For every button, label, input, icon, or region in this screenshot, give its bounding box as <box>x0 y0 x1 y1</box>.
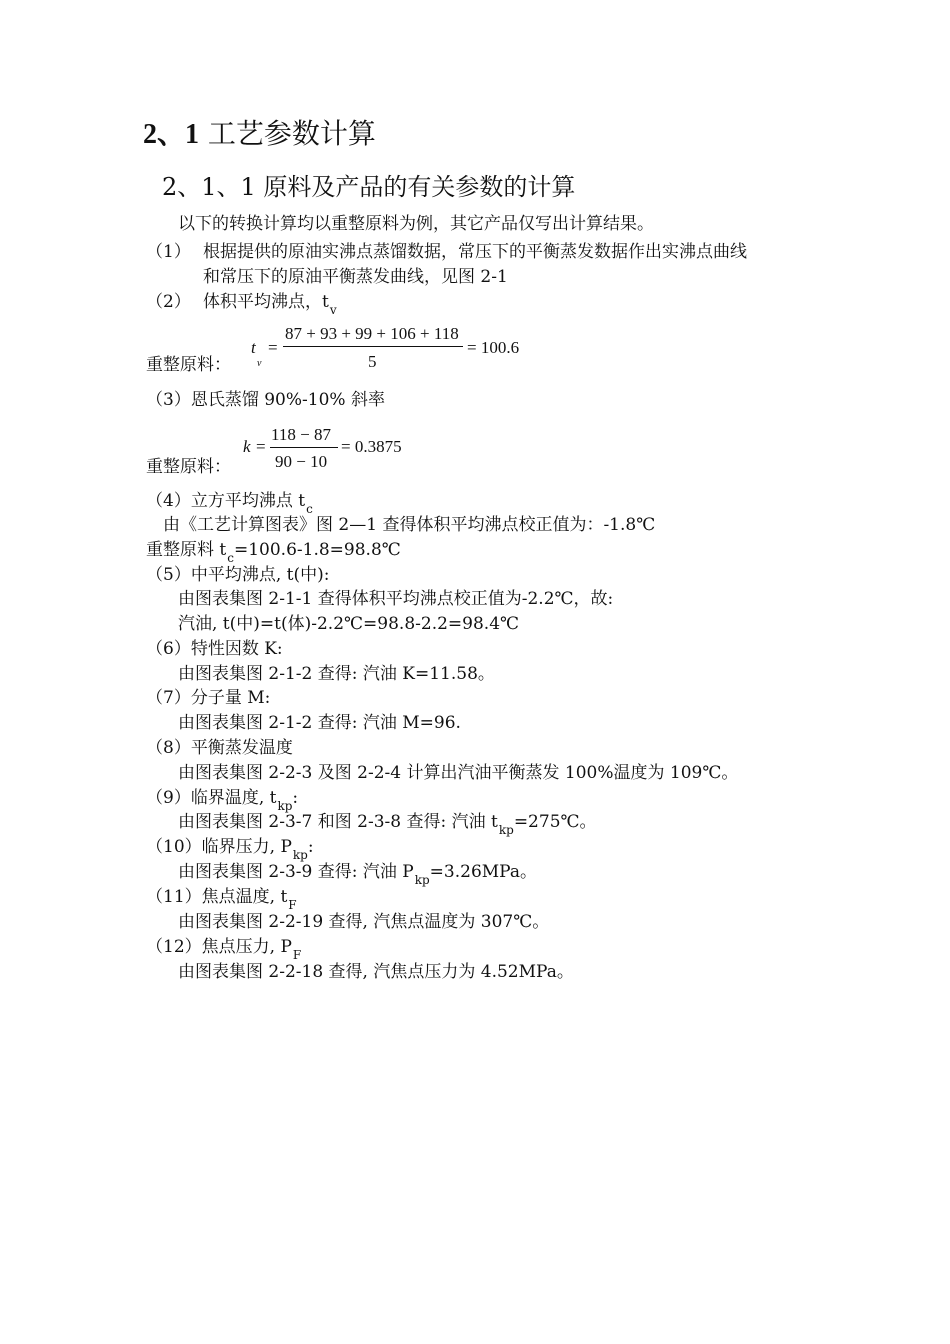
item-9-text: （9）临界温度, t <box>146 788 277 808</box>
item-5-heading: （5）中平均沸点, t(中): <box>146 565 330 585</box>
equation-3-fraction-bar <box>270 447 338 448</box>
equation-3-numerator: 118 − 87 <box>271 425 331 444</box>
item-4-line-2-text: 重整原料 t <box>146 540 227 560</box>
item-9-line-1-subscript: kp <box>498 823 514 837</box>
item-7-heading: （7）分子量 M: <box>146 688 271 708</box>
item-6-line-1: 由图表集图 2-1-2 查得: 汽油 K=11.58。 <box>178 664 495 684</box>
item-3-heading: （3）恩氏蒸馏 90%-10% 斜率 <box>146 390 385 410</box>
heading-1-number: 2、1 <box>143 119 200 150</box>
item-1-number: （1） <box>146 242 191 262</box>
item-12-heading <box>146 935 301 960</box>
item-11-heading <box>146 885 297 910</box>
item-12-text: （12）焦点压力, P <box>146 937 292 957</box>
equation-2-numerator: 87 + 93 + 99 + 106 + 118 <box>285 324 459 343</box>
equation-3-lhs: k <box>243 437 251 456</box>
heading-2: 2、1、1 原料及产品的有关参数的计算 <box>162 173 576 201</box>
item-4-line-1: 由《工艺计算图表》图 2—1 查得体积平均沸点校正值为：-1.8℃ <box>163 515 656 535</box>
item-11-text: （11）焦点温度, t <box>146 887 288 907</box>
item-10-line-1-subscript: kp <box>414 873 430 887</box>
equation-3-equals: = <box>256 437 266 456</box>
item-10-text: （10）临界压力, P <box>146 837 292 857</box>
item-1-line-1: 根据提供的原油实沸点蒸馏数据，常压下的平衡蒸发数据作出实沸点曲线 <box>203 242 747 262</box>
item-2-heading <box>203 290 337 315</box>
item-9-line-1-value: =275℃。 <box>513 812 597 832</box>
item-11-subscript: F <box>288 898 297 912</box>
equation-3-denominator: 90 − 10 <box>275 452 328 471</box>
heading-1-text: 工艺参数计算 <box>207 117 376 150</box>
heading-1 <box>143 112 376 152</box>
item-3-label: 重整原料： <box>146 457 231 477</box>
item-2-number: （2） <box>146 292 191 312</box>
item-9-line-1 <box>178 810 597 835</box>
item-5-line-1: 由图表集图 2-1-1 查得体积平均沸点校正值为-2.2℃，故: <box>178 589 614 609</box>
item-9-subscript: kp <box>277 799 293 813</box>
item-4-text: （4）立方平均沸点 t <box>146 491 306 511</box>
item-2-subscript: v <box>329 303 337 317</box>
equation-2-result: = 100.6 <box>467 338 520 357</box>
item-4-line-2-value: =100.6-1.8=98.8℃ <box>233 540 401 560</box>
item-10-heading <box>146 835 314 860</box>
item-9-heading <box>146 786 298 811</box>
item-10-line-1-text: 由图表集图 2-3-9 查得: 汽油 P <box>178 862 414 882</box>
item-2-text: 体积平均沸点，t <box>203 292 329 312</box>
item-10-tail: : <box>307 837 314 857</box>
item-4-heading <box>146 489 313 514</box>
item-4-line-2-subscript: c <box>227 551 234 565</box>
item-10-line-1-value: =3.26MPa。 <box>429 862 537 882</box>
equation-2-lhs: t <box>251 338 256 357</box>
item-8-heading: （8）平衡蒸发温度 <box>146 738 293 758</box>
item-12-line-1: 由图表集图 2-2-18 查得, 汽焦点压力为 4.52MPa。 <box>178 962 574 982</box>
item-9-line-1-text: 由图表集图 2-3-7 和图 2-3-8 查得: 汽油 t <box>178 812 498 832</box>
item-9-tail: : <box>292 788 299 808</box>
equation-2-denominator: 5 <box>368 352 377 371</box>
item-11-line-1: 由图表集图 2-2-19 查得, 汽焦点温度为 307℃。 <box>178 912 550 932</box>
equation-2-equals: = <box>268 338 278 357</box>
item-4-subscript: c <box>306 502 313 516</box>
item-7-line-1: 由图表集图 2-1-2 查得: 汽油 M=96. <box>178 713 461 733</box>
intro-paragraph: 以下的转换计算均以重整原料为例，其它产品仅写出计算结果。 <box>178 214 654 234</box>
item-5-line-2: 汽油, t(中)=t(体)-2.2℃=98.8-2.2=98.4℃ <box>178 614 520 634</box>
item-6-heading: （6）特性因数 K: <box>146 639 283 659</box>
item-4-line-2 <box>146 538 401 563</box>
item-8-line-1: 由图表集图 2-2-3 及图 2-2-4 计算出汽油平衡蒸发 100%温度为 109℃。 <box>178 763 739 783</box>
item-10-subscript: kp <box>292 848 308 862</box>
equation-3-result: = 0.3875 <box>341 437 402 456</box>
item-2-label: 重整原料： <box>146 355 231 375</box>
item-12-subscript: F <box>292 948 302 962</box>
equation-2-fraction-bar <box>283 346 463 347</box>
item-10-line-1 <box>178 860 537 885</box>
equation-2-lhs-subscript: v <box>257 358 262 369</box>
item-1-line-2: 和常压下的原油平衡蒸发曲线，见图 2-1 <box>203 267 508 287</box>
